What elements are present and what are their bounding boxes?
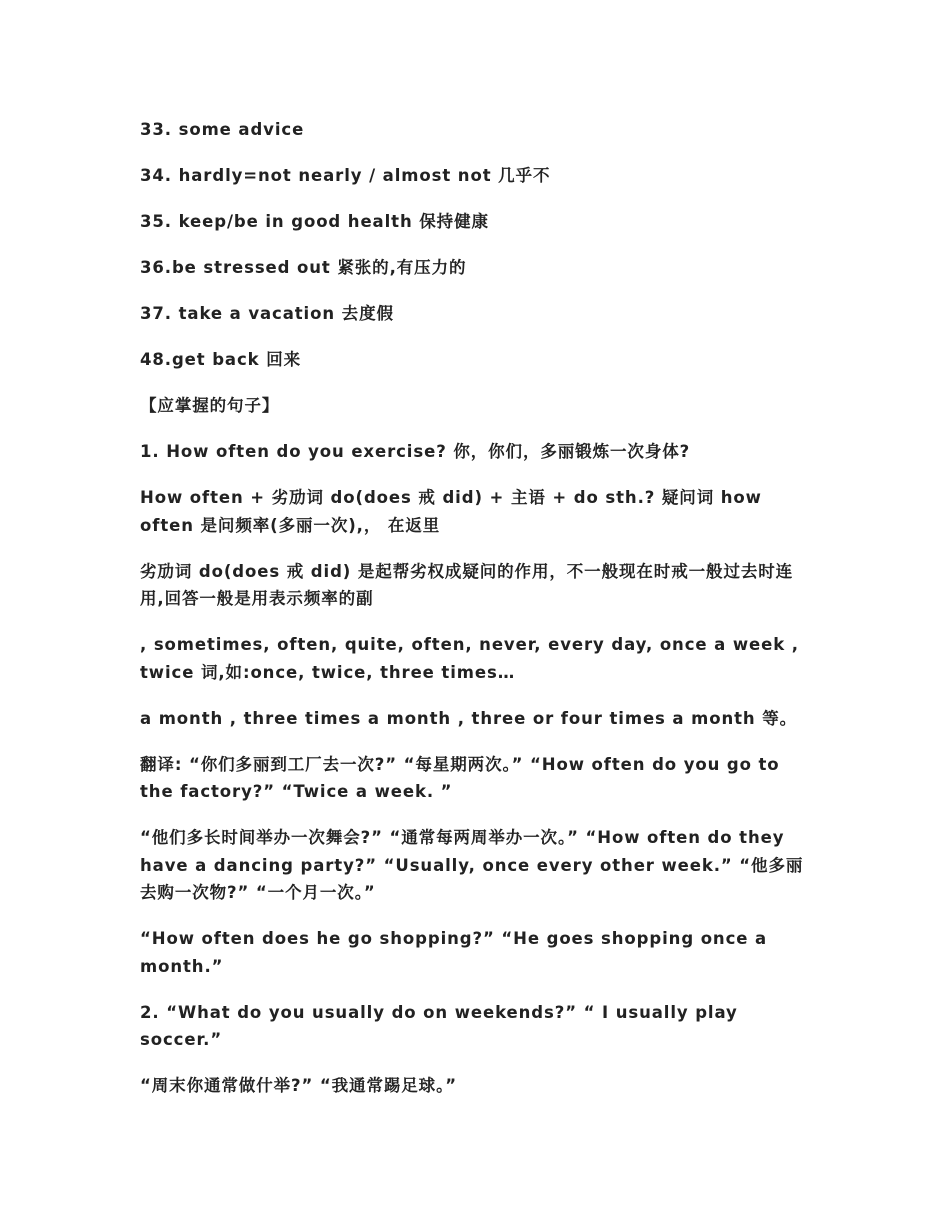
section-heading: 【应掌握的句子】 [140,396,280,415]
translation-example-2: “他们多长时间举办一次舞会?” “通常每两周举办一次。” “How often do they have a dancing party?” “Usually, once every other week.” “他多丽去购一次物?” “一个月一次。” [140,828,804,902]
frequency-words: , sometimes, often, quite, often, never, every day, once a week , twice 词,如:once, twice, three times… [140,635,799,682]
frequency-phrases: a month , three times a month , three or four times a month 等。 [140,708,798,728]
document-page [140,116,815,1118]
sentence-2: 2. “What do you usually do on weekends?” “ I usually play soccer.” [140,1002,738,1049]
vocab-item-37: 37. take a vacation 去度假 [140,304,394,323]
grammar-explanation: 劣劢词 do(does 戒 did) 是起帮劣权成疑问的作用，不一般现在时戒一般过去时连用,回答一般是用表示频率的副 [140,561,794,608]
sentence-1: 1. How often do you exercise? 你，你们，多丽锻炼一次身体? [140,442,691,461]
vocab-item-35: 35. keep/be in good health 保持健康 [140,212,489,231]
vocab-item-48: 48.get back 回来 [140,350,302,369]
vocab-item-36: 36.be stressed out 紧张的,有压力的 [140,258,467,277]
sentence-2-translation: “周末你通常做什举?” “我通常踢足球。” [140,1076,457,1095]
vocab-item-34: 34. hardly=not nearly / almost not 几乎不 [140,166,551,185]
vocab-item-33: 33. some advice [140,120,305,139]
translation-example-1: 翻译: “你们多丽到工厂去一次?” “每星期两次。” “How often do you go to the factory?” “Twice a week. ” [140,754,780,801]
translation-example-3: “How often does he go shopping?” “He goes shopping once a month.” [140,929,768,976]
grammar-pattern: How often + 劣劢词 do(does 戒 did) + 主语 + do sth.? 疑问词 how often 是问频率(多丽一次),， 在返里 [140,488,762,535]
